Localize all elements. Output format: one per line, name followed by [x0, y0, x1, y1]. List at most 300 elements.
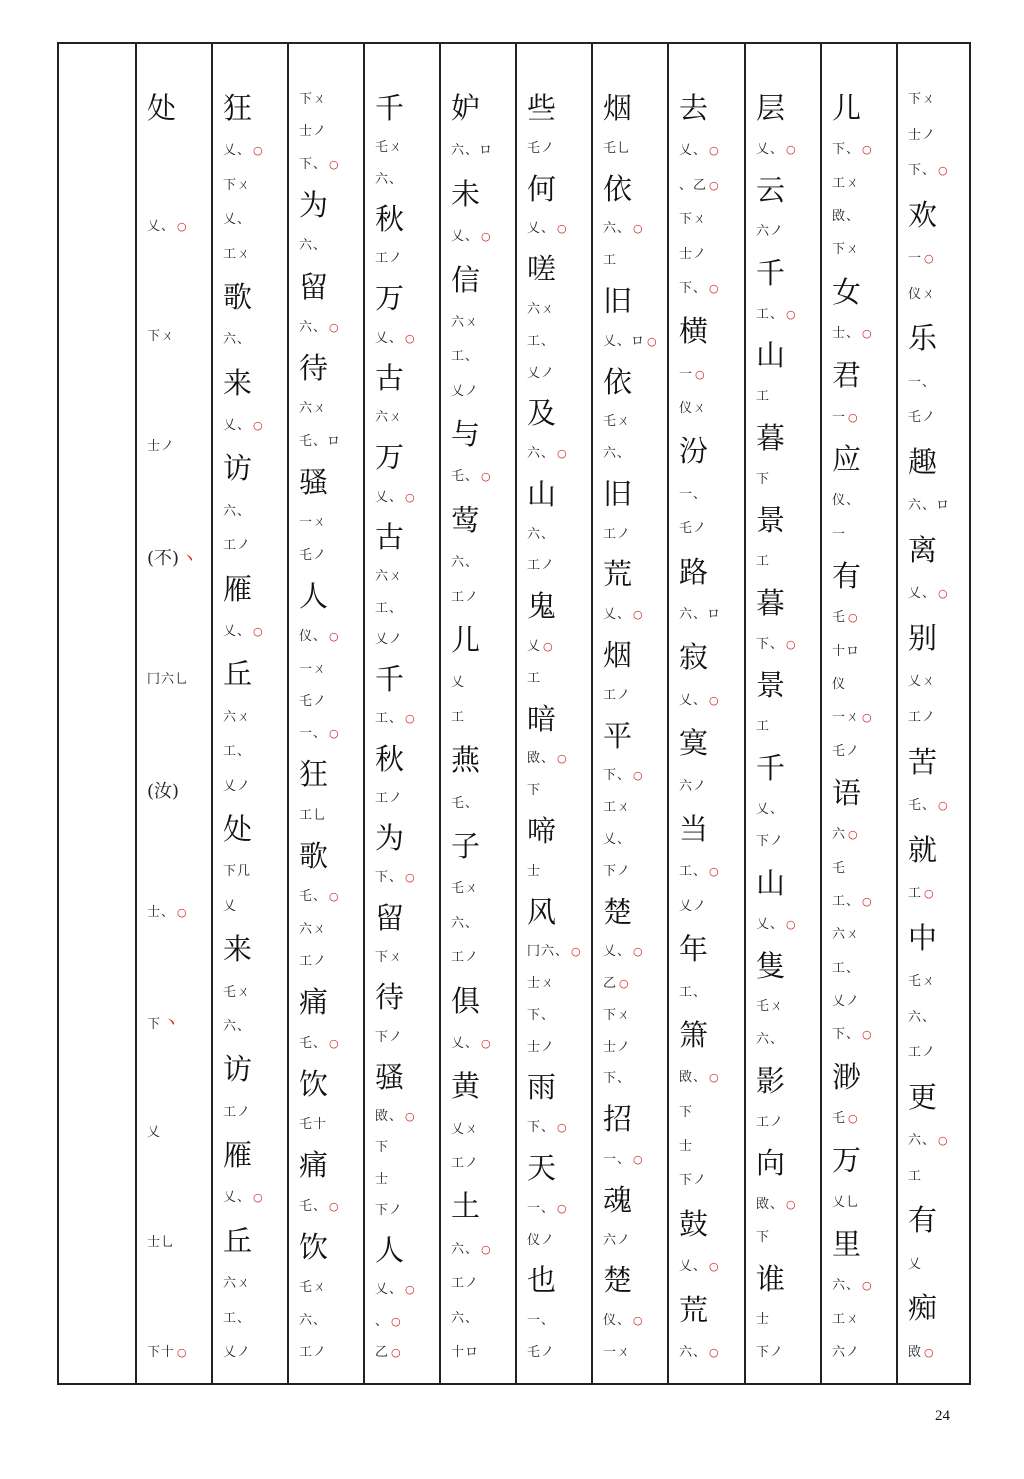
gongche-notation: 士乚 [147, 1235, 176, 1250]
red-beat-circle: ○ [786, 307, 797, 321]
score-column [744, 44, 820, 1383]
gongche-notation: 六、 ○ [299, 319, 340, 335]
gongche-notation: 乇 ○ [832, 1111, 859, 1126]
lyric-char: 雁 [223, 1138, 253, 1173]
gongche-notation: 工、 ○ [756, 306, 797, 322]
gongche-notation: 乂ㄨ [451, 1121, 480, 1137]
red-beat-circle: ○ [329, 320, 340, 334]
gongche-notation: 六ㄨ [299, 401, 328, 417]
lyric-char: 啼 [527, 813, 557, 848]
gongche-notation: 下ㄨ [908, 92, 937, 107]
red-beat-circle: ○ [633, 608, 644, 622]
gongche-notation: 乇 ○ [832, 610, 859, 626]
red-beat-circle: ○ [938, 587, 949, 601]
score-column [820, 44, 896, 1383]
red-beat-circle: ○ [253, 144, 264, 158]
parenthetical-char: (汝) [147, 781, 180, 802]
score-column [515, 44, 591, 1383]
lyric-char: 乐 [908, 321, 938, 356]
gongche-notation: 仪ㄨ [908, 286, 937, 302]
lyric-char: 魂 [603, 1182, 633, 1217]
gongche-notation: 乇、 [451, 795, 480, 811]
lyric-char: 歌 [223, 279, 253, 314]
lyric-char: 土 [451, 1189, 481, 1224]
gongche-notation: 工ㄨ [223, 246, 252, 262]
gongche-notation: 乙 ○ [603, 976, 630, 992]
lyric-char: 人 [375, 1233, 405, 1268]
lyric-char: 骚 [299, 465, 329, 500]
gongche-notation: 下 [756, 1229, 771, 1245]
gongche-notation: 一ㄨ [299, 661, 328, 677]
gongche-notation: 工ノ [756, 1114, 785, 1130]
page-number: 24 [935, 1408, 950, 1424]
lyric-char: 鬼 [527, 589, 557, 624]
gongche-notation: 士 [375, 1171, 390, 1187]
gongche-notation: 乂、 [223, 212, 252, 228]
red-beat-circle: ○ [619, 977, 630, 991]
lyric-char: 里 [832, 1227, 862, 1261]
gongche-notation: 士、 ○ [832, 326, 873, 341]
gongche-notation: 六、 ○ [832, 1278, 873, 1294]
red-beat-circle: ○ [709, 178, 720, 192]
gongche-notation: 乇ノ [299, 693, 328, 709]
gongche-notation: 乂、 ○ [223, 624, 264, 640]
gongche-notation: 下 [679, 1104, 694, 1120]
gongche-notation: 工、 [527, 333, 556, 349]
red-beat-circle: ○ [862, 895, 873, 908]
lyric-char: 子 [451, 828, 481, 863]
red-beat-circle: ○ [695, 367, 706, 381]
lyric-char: 有 [908, 1203, 938, 1238]
red-beat-circle: ○ [709, 1071, 720, 1085]
red-beat-circle: ○ [557, 1201, 568, 1215]
lyric-char: 天 [527, 1151, 557, 1186]
red-beat-circle: ○ [709, 865, 720, 879]
lyric-char: 山 [756, 866, 786, 901]
gongche-notation: 工 [451, 709, 466, 725]
red-beat-circle: ○ [405, 1283, 416, 1297]
red-beat-circle: ○ [633, 1153, 644, 1167]
lyric-char: 景 [756, 503, 786, 538]
red-beat-circle: ○ [938, 799, 949, 813]
gongche-notation: 下、 [603, 1071, 632, 1087]
gongche-notation: 敃、 ○ [527, 751, 568, 767]
red-beat-circle: ○ [848, 611, 859, 625]
score-column [896, 44, 971, 1383]
red-beat-circle: ○ [709, 693, 720, 707]
red-beat-circle: ○ [177, 1346, 188, 1359]
gongche-notation: 工、 [451, 349, 480, 365]
gongche-notation: 工、 [223, 1310, 252, 1326]
gongche-notation: 乇ㄨ [756, 999, 785, 1015]
red-beat-circle: ○ [481, 230, 492, 244]
blank-margin-column [59, 44, 135, 1383]
red-beat-circle: ○ [862, 1028, 873, 1042]
lyric-char: 俱 [451, 983, 481, 1018]
lyric-char: 招 [603, 1102, 633, 1137]
gongche-notation: 下ㄨ [603, 1007, 632, 1023]
red-beat-circle: ○ [848, 828, 859, 842]
gongche-notation: 乇十 [299, 1117, 328, 1133]
gongche-notation: 乂、 ○ [223, 418, 264, 434]
score-frame [57, 42, 971, 1385]
gongche-notation: 工ノ [527, 558, 556, 574]
gongche-notation: 士 [756, 1312, 771, 1328]
lyric-char: 访 [223, 451, 253, 486]
red-beat-circle: ○ [862, 327, 873, 340]
lyric-char: 烟 [603, 91, 633, 125]
gongche-notation: 工 [527, 670, 542, 686]
gongche-notation: 六、 [603, 446, 632, 462]
gongche-notation: 工ノ [451, 1156, 480, 1172]
lyric-char: 黄 [451, 1069, 481, 1104]
lyric-char: 秋 [375, 201, 405, 236]
gongche-notation: 乇ノ [679, 521, 708, 537]
lyric-char: 处 [147, 91, 177, 125]
lyric-char: 汾 [679, 434, 709, 469]
gongche-notation: 六、 [299, 1312, 328, 1328]
gongche-notation: 六、ロ [679, 607, 722, 623]
gongche-notation: 仪、 [832, 493, 861, 509]
gongche-notation: 一 [832, 526, 847, 542]
gongche-notation: 六、 ○ [603, 221, 644, 237]
lyric-char: 寂 [679, 640, 709, 675]
gongche-notation: 下ㄨ [299, 92, 328, 107]
lyric-char: 处 [223, 811, 253, 846]
gongche-notation: 下、 ○ [908, 163, 949, 179]
gongche-notation: 六ㄨ [527, 301, 556, 317]
gongche-notation: 乇、 ○ [451, 469, 492, 485]
gongche-notation: 乂、 ○ [375, 1282, 416, 1298]
red-beat-circle: ○ [391, 1314, 402, 1328]
gongche-notation: 下ㄨ [147, 329, 176, 344]
red-beat-circle: ○ [862, 1279, 873, 1293]
red-beat-circle: ○ [253, 1191, 264, 1205]
lyric-char: 丘 [223, 1223, 253, 1258]
gongche-notation: 工、 ○ [832, 894, 873, 909]
gongche-notation: 冂六乚 [147, 672, 190, 687]
gongche-notation: 六、 ○ [451, 1241, 492, 1257]
gongche-notation: 下、 ○ [299, 156, 340, 172]
gongche-notation: 六、 [223, 1018, 252, 1034]
gongche-notation: 乂乚 [832, 1194, 861, 1210]
gongche-notation: 仪ㄨ [679, 401, 708, 417]
lyric-char: 女 [832, 274, 862, 309]
gongche-notation: 乂、 [756, 801, 785, 817]
lyric-char: 人 [299, 578, 329, 613]
lyric-char: 别 [908, 620, 938, 655]
gongche-notation: 六ㄨ [451, 314, 480, 330]
red-beat-circle: ○ [924, 1346, 935, 1359]
gongche-notation: 、 ○ [375, 1313, 402, 1329]
gongche-notation: 六、 [299, 238, 328, 254]
gongche-notation: 乇 [832, 860, 847, 876]
red-beat-circle: ○ [709, 1346, 720, 1359]
lyric-char: 楚 [603, 1263, 633, 1298]
gongche-notation: 工ノ [603, 687, 632, 703]
red-beat-circle: ○ [329, 630, 340, 644]
red-beat-circle: ○ [633, 945, 644, 959]
gongche-notation: 士ノ [147, 439, 176, 454]
gongche-notation: 下、 ○ [527, 1120, 568, 1136]
gongche-notation: 六、 [756, 1032, 785, 1048]
gongche-notation: 乇、ロ [299, 433, 342, 449]
red-beat-circle: ○ [405, 1110, 416, 1124]
red-beat-circle: ○ [557, 447, 568, 461]
gongche-notation: 六、 [375, 171, 404, 187]
lyric-char: 依 [603, 364, 633, 399]
gongche-notation: 乇ㄨ [603, 414, 632, 430]
gongche-notation: 下、 ○ [679, 280, 720, 296]
gongche-notation: 六、 [908, 1009, 937, 1025]
lyric-char: 语 [832, 776, 862, 810]
lyric-char: 秋 [375, 741, 405, 776]
gongche-notation: 一、 [527, 1313, 556, 1329]
red-beat-circle: ○ [862, 143, 873, 157]
lyric-char: 山 [756, 338, 786, 373]
red-beat-circle: ○ [329, 890, 340, 904]
lyric-char: 为 [375, 821, 405, 856]
gongche-notation: 六ノ [679, 778, 708, 794]
lyric-char: 留 [375, 900, 405, 935]
red-beat-circle: ○ [329, 1036, 340, 1050]
gongche-notation: 下ノ [756, 834, 785, 850]
gongche-notation: 乂、 ○ [756, 916, 797, 932]
gongche-notation: 下 丶 [147, 1013, 181, 1032]
gongche-notation: 下、 ○ [832, 142, 873, 158]
lyric-char: 丘 [223, 657, 253, 692]
gongche-notation: 乇ㄨ [908, 974, 937, 990]
gongche-notation: 乇、 ○ [299, 1035, 340, 1051]
lyric-char: 待 [375, 980, 405, 1015]
red-tick-mark: 丶 [163, 1013, 181, 1032]
lyric-char: 依 [603, 171, 633, 206]
gongche-notation: 工ノ [908, 710, 937, 725]
gongche-notation: 一 ○ [908, 251, 935, 267]
gongche-notation: 工、 [679, 984, 708, 1000]
lyric-char: 妒 [451, 91, 481, 125]
red-beat-circle: ○ [848, 1112, 859, 1125]
lyric-char: 及 [527, 396, 557, 431]
red-beat-circle: ○ [709, 144, 720, 158]
gongche-notation: 下ノ [375, 1029, 404, 1045]
gongche-notation: 十ロ [832, 643, 861, 659]
lyric-char: 当 [679, 811, 709, 846]
gongche-notation: 仪、 ○ [603, 1313, 644, 1329]
lyric-char: 万 [375, 281, 405, 316]
lyric-char: 山 [527, 476, 557, 511]
lyric-char: 燕 [451, 743, 481, 778]
lyric-char: 离 [908, 532, 938, 567]
lyric-char: 饮 [299, 1066, 329, 1101]
gongche-notation: 工ㄨ [832, 175, 861, 191]
gongche-notation: 士ノ [603, 1039, 632, 1055]
gongche-notation: 乂 [451, 675, 466, 691]
lyric-char: 谁 [756, 1261, 786, 1296]
gongche-notation: 一、 [908, 374, 937, 390]
red-beat-circle: ○ [405, 331, 416, 345]
gongche-notation: 乂、 [603, 831, 632, 847]
lyric-char: 访 [223, 1052, 253, 1087]
lyric-char: 痛 [299, 1148, 329, 1183]
red-beat-circle: ○ [647, 334, 658, 348]
red-beat-circle: ○ [177, 906, 188, 919]
gongche-notation: 敃、 ○ [756, 1197, 797, 1213]
gongche-notation: 士ㄨ [527, 976, 556, 992]
gongche-notation: 士ノ [908, 127, 937, 143]
red-beat-circle: ○ [862, 711, 873, 725]
gongche-notation: 下ㄨ [223, 177, 252, 193]
gongche-notation: 乂ノ [527, 365, 556, 381]
gongche-notation: 六、ロ [451, 143, 494, 159]
gongche-notation: 工ノ [451, 950, 480, 966]
lyric-char: 莺 [451, 502, 481, 537]
gongche-notation: 工 [756, 389, 771, 405]
lyric-char: 云 [756, 173, 786, 208]
gongche-notation: 乂、 ○ [375, 330, 416, 346]
gongche-notation: 下、 [527, 1007, 556, 1023]
gongche-notation: 工ノ [223, 538, 252, 554]
lyric-char: 留 [299, 269, 329, 304]
gongche-notation: 工ノ [908, 1045, 937, 1061]
gongche-notation: 乂、 ○ [679, 692, 720, 708]
gongche-notation: 工 [756, 554, 771, 570]
gongche-notation: 乂、 ○ [908, 586, 949, 602]
gongche-notation: 乇乚 [603, 140, 632, 156]
lyric-char: 来 [223, 365, 253, 400]
score-column [211, 44, 287, 1383]
gongche-notation: 工、 [223, 744, 252, 760]
gongche-notation: 工ノ [299, 1345, 328, 1360]
gongche-notation: 乇ㄨ [451, 881, 480, 897]
gongche-notation: 六、 ○ [527, 446, 568, 462]
gongche-notation: 六ノ [832, 1345, 861, 1360]
lyric-char: 君 [832, 358, 862, 393]
gongche-notation: 乇ノ [908, 410, 937, 426]
gongche-notation: 敃、 ○ [375, 1109, 416, 1125]
lyric-char: 雨 [527, 1070, 557, 1105]
lyric-char: 影 [756, 1063, 786, 1098]
gongche-notation: 士ノ [299, 124, 328, 140]
gongche-notation: 六、 [527, 526, 556, 542]
red-beat-circle: ○ [786, 1198, 797, 1212]
lyric-char: 旧 [603, 476, 633, 511]
lyric-char: 路 [679, 554, 709, 589]
score-column [667, 44, 744, 1383]
lyric-char: 些 [527, 91, 557, 125]
lyric-char: 欢 [908, 197, 938, 232]
red-beat-circle: ○ [709, 281, 720, 295]
red-beat-circle: ○ [405, 712, 416, 726]
gongche-notation: 下ノ [375, 1202, 404, 1218]
gongche-notation: 工、 ○ [375, 711, 416, 727]
red-beat-circle: ○ [938, 164, 949, 178]
gongche-notation: 六、 [451, 1310, 480, 1326]
lyric-char: 嗟 [527, 252, 557, 287]
lyric-char: 楚 [603, 894, 633, 929]
red-beat-circle: ○ [786, 142, 797, 156]
red-beat-circle: ○ [633, 222, 644, 236]
gongche-notation: 乂ノ [223, 778, 252, 794]
lyric-char: 景 [756, 668, 786, 703]
lyric-char: 旧 [603, 283, 633, 318]
gongche-notation: 下ノ [756, 1345, 785, 1360]
gongche-notation: 六ㄨ [375, 410, 404, 426]
gongche-notation: 六ㄨ [375, 569, 404, 585]
gongche-notation: 乂 ○ [527, 639, 554, 655]
gongche-notation: 六ノ [603, 1232, 632, 1248]
red-beat-circle: ○ [177, 220, 188, 233]
lyric-char: 箫 [679, 1017, 709, 1052]
gongche-notation: 士ノ [527, 1039, 556, 1055]
gongche-notation: 六ㄨ [223, 709, 252, 725]
lyric-char: 向 [756, 1146, 786, 1181]
gongche-notation: 乂、 ○ [147, 219, 188, 234]
gongche-notation: 乂、 ○ [451, 1035, 492, 1051]
gongche-notation: 工ㄨ [603, 800, 632, 816]
gongche-notation: 工 ○ [908, 886, 935, 902]
gongche-notation: 乙 ○ [375, 1345, 402, 1360]
lyric-char: 暮 [756, 585, 786, 620]
gongche-notation: 乂、 ○ [756, 141, 797, 157]
gongche-notation: 乂、 ○ [223, 1190, 264, 1206]
gongche-notation: 乂 [147, 1125, 162, 1140]
gongche-notation: 下 [375, 1140, 390, 1156]
red-beat-circle: ○ [557, 752, 568, 766]
red-beat-circle: ○ [391, 1346, 402, 1359]
gongche-notation: 乇ノ [299, 547, 328, 563]
gongche-notation: 乂 [908, 1256, 923, 1272]
lyric-char: 来 [223, 932, 253, 967]
gongche-notation: 乂、 ○ [223, 143, 264, 159]
gongche-notation: 六、 [451, 555, 480, 571]
lyric-char: 待 [299, 351, 329, 386]
lyric-char: 趣 [908, 444, 938, 479]
gongche-notation: 六 ○ [832, 827, 859, 843]
lyric-char: 歌 [299, 839, 329, 874]
gongche-notation: 工、 [832, 960, 861, 976]
gongche-notation: 敃、 [832, 209, 861, 224]
gongche-notation: 乂ノ [375, 631, 404, 647]
gongche-notation: 乇ノ [527, 140, 556, 156]
red-beat-circle: ○ [709, 1260, 720, 1274]
gongche-notation: 六ノ [756, 224, 785, 240]
gongche-notation: 仪 [832, 677, 847, 692]
gongche-notation: 工ノ [451, 589, 480, 605]
parenthetical-char: (不) 丶 [147, 548, 198, 569]
score-column [287, 44, 363, 1383]
red-beat-circle: ○ [481, 470, 492, 484]
gongche-notation: 乂ノ [832, 994, 861, 1009]
gongche-notation: 士 [679, 1139, 694, 1155]
lyric-char: 鼓 [679, 1206, 709, 1241]
gongche-notation: 六、 [223, 503, 252, 519]
gongche-notation: 乂ノ [451, 383, 480, 399]
score-column [439, 44, 515, 1383]
gongche-notation: 下ㄨ [832, 242, 861, 258]
gongche-notation: 敃、 ○ [679, 1070, 720, 1086]
gongche-notation: 工ノ [451, 1276, 480, 1292]
gongche-notation: 一 ○ [832, 409, 859, 425]
gongche-notation: 乂、 ○ [451, 229, 492, 245]
gongche-notation: 乂、 ○ [375, 489, 416, 505]
lyric-char: 饮 [299, 1230, 329, 1265]
gongche-notation: 下ノ [679, 1173, 708, 1189]
gongche-notation: 工ノ [299, 953, 328, 969]
gongche-notation: 六ㄨ [832, 927, 861, 943]
gongche-notation: 下、 ○ [756, 636, 797, 652]
gongche-notation: 工ノ [223, 1104, 252, 1120]
